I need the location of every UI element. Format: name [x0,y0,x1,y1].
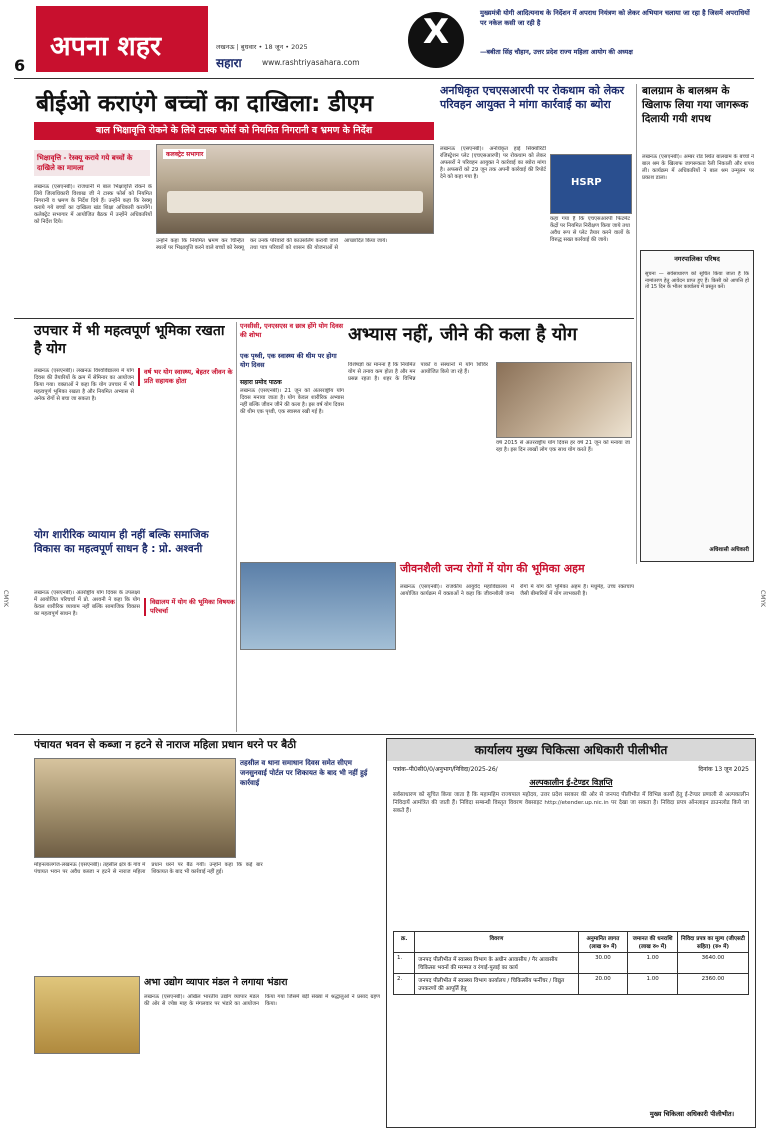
story-practice-body-1: लखनऊ (एसएनबी)। 21 जून को अंतरराष्ट्रीय योग दिवस मनाया जाता है। योग केवल शारीरिक अभ्यास नहीं बल्कि जीवन जीने की कला है। इस वर्ष योग दिवस की थीम एक पृथ्वी, एक स्वास्थ्य रखी गई है। [240,388,344,415]
rule-col-2 [236,322,237,732]
story-beo-photo [156,144,434,234]
story-beo-strap: बाल भिक्षावृत्ति रोकने के लिये टास्क फोर्स को नियमित निगरानी व भ्रमण के निर्देश [34,122,434,140]
story-hsrp-body-2: कहा गया है कि एचएसआरपी फिटमेंट केंद्रों पर नियमित निरीक्षण किया जाये तथा अवैध रूप से प्लेट तैयार करने वालों के विरुद्ध सख्त कार्रवाई की जाये। [550,216,630,243]
section-title-box [36,6,208,72]
story-panchayat-side-box: तहसील व थाना समाधान दिवस समेत सीएम जनसुनवाई पोर्टल पर शिकायत के बाद भी नहीं हुई कार्रवाई [240,759,368,787]
table-row [394,974,749,995]
tender-col-sno: क्र. [394,932,415,953]
story-hsrp-photo [550,154,632,214]
website[interactable]: www.rashtriyasahara.com [262,58,360,67]
rule-mid-1 [14,318,634,319]
story-traders-photo [34,976,140,1054]
table-cell: जनपद पीलीभीत में स्वास्थ्य विभाग कार्यालय / चिकित्सीय फर्नीचर / विद्युत उपकरणों की आपूर्ति हेतु [415,974,578,995]
story-lifestyle-body: लखनऊ (एसएनबी)। राजकीय आयुर्वेद महाविद्यालय में आयोजित कार्यक्रम में वक्ताओं ने कहा कि जीवनशैली जन्य रोगों में योग की भूमिका अहम है। मधुमेह, उच्च रक्तचाप जैसी बीमारियों में योग लाभकारी है। [400,584,634,597]
story-lifestyle-headline: जीवनशैली जन्य रोगों में योग की भूमिका अहम [400,562,585,575]
story-practice-kicker-1: एनसीसी, एनएसएस व छात्र होंगे योग दिवस की शोभा [240,322,344,339]
tender-col-fee: निविदा प्रपत्र का मूल्य (जीएसटी सहित) (रु० में) [677,932,748,953]
section-title: अपना शहर [50,31,162,62]
tender-table [393,931,749,995]
story-practice-headline: अभ्यास नहीं, जीने की कला है योग [348,324,578,345]
story-yoga-role-quote: वर्ष भर योग स्वास्थ्य, बेहतर जीवन के प्रति सहायक होता [138,368,234,386]
public-notice [640,250,754,562]
table-cell: 1. [394,953,415,974]
left-registration-mark: CMYK [2,590,9,607]
story-practice-byline: सहारा प्रमोद पाठक [240,379,282,386]
quote-author: —बबीता सिंह चौहान, उत्तर प्रदेश राज्य महिला आयोग की अध्यक्ष [480,48,633,56]
tender-date: दिनांक 13 जून 2025 [698,766,749,773]
story-hsrp [438,84,632,314]
rule-mid-2 [14,734,754,735]
top-quote: मुख्यमंत्री योगी आदित्यनाथ के निर्देशन में अपराध नियंत्रण को लेकर अभियान चलाया जा रहा है जिसमें अपराधियों पर नकेल कसी जा रही है [480,9,750,27]
story-pledge [640,84,754,244]
x-logo-icon: X [408,12,464,68]
table-cell: 2360.00 [677,974,748,995]
table-cell: 1.00 [628,953,678,974]
table-row [394,953,749,974]
story-yoga-role-headline: उपचार में भी महत्वपूर्ण भूमिका रखता है योग [34,323,225,357]
table-cell: जनपद पीलीभीत में स्वास्थ्य विभाग के अधीन आवासीय / गैर आवासीय चिकित्सा भवनों की मरम्मत व रंगाई-पुताई का कार्य [415,953,578,974]
story-yoga-role-body: लखनऊ (एसएनबी)। लखनऊ विश्वविद्यालय में योग दिवस की तैयारियों के क्रम में सेमिनार का आयोजन किया गया। वक्ताओं ने कहा कि योग उपचार में भी महत्वपूर्ण भूमिका रखता है और नियमित अभ्यास से अनेक रोगों से बचा जा सकता है। [34,368,134,402]
story-beo-body-1: लखनऊ (एसएनबी)। राजधानी में बाल भिक्षावृत्ति रोकने के लिये जिलाधिकारी विशाख जी ने टास्क फोर्स को नियमित निगरानी व भ्रमण के निर्देश दिये हैं। उन्होंने कहा कि रेस्क्यू कराये गये बच्चों का दाखिला खंड शिक्षा अधिकारी करायेंगे। कलेक्ट्रेट सभागार में आयोजित बैठक में उन्होंने अधिकारियों को निर्देश दिये। [34,184,152,225]
tender-title: अल्पकालीन ई-टेण्डर विज्ञप्ति [529,778,613,787]
story-traders-body: लखनऊ (एसएनबी)। अखिल भारतीय उद्योग व्यापार मंडल की ओर से ज्येष्ठ माह के मंगलवार पर भंडारे का आयोजन किया गया जिसमें बड़ी संख्या में श्रद्धालुओं ने प्रसाद ग्रहण किया। [144,994,380,1007]
table-cell: 30.00 [578,953,628,974]
tender-col-description: विवरण [415,932,578,953]
story-yoga-role [34,322,232,522]
masthead [14,6,754,76]
public-notice-title: नगरपालिका परिषद [674,255,720,263]
masthead-rule [14,78,754,79]
story-hsrp-headline: अनधिकृत एचएसआरपी पर रोकथाम को लेकर परिवहन आयुक्त ने मांगा कार्रवाई का ब्योरा [440,84,625,111]
table-cell: 1.00 [628,974,678,995]
tender-col-security: जमानत की धनराशि (लाख रु० में) [628,932,678,953]
story-practice [240,322,634,558]
story-exercise-headline: योग शारीरिक व्यायाम ही नहीं बल्कि समाजिक विकास का महत्वपूर्ण साधन है : प्रो. अश्वनी [34,529,209,555]
right-registration-mark: CMYK [759,590,766,607]
meeting-table-shape [167,191,423,213]
date-line: लखनऊ | बुधवार • 18 जून • 2025 [216,43,308,51]
hsrp-label: HSRP [571,177,602,188]
story-lifestyle [240,562,634,732]
story-practice-photo [496,362,632,438]
tender-table-header-row [394,932,749,953]
story-practice-kicker-2: एक पृथ्वी, एक स्वास्थ्य की थीम पर होगा योग दिवस [240,352,337,369]
tender-office-band: कार्यालय मुख्य चिकित्सा अधिकारी पीलीभीत [387,739,755,761]
story-practice-body-3: वर्ष 2015 से अंतरराष्ट्रीय योग दिवस हर वर्ष 21 जून को मनाया जा रहा है। इस दिन लाखों लोग एक साथ योग करते हैं। [496,440,630,453]
table-cell: 20.00 [578,974,628,995]
story-panchayat-headline: पंचायत भवन से कब्जा न हटने से नाराज महिला प्रधान धरने पर बैठी [34,739,297,751]
story-exercise [34,528,234,728]
public-notice-body: सूचना — सर्वसाधारण को सूचित किया जाता है कि नामांतरण हेतु आवेदन प्राप्त हुए हैं। किसी को आपत्ति हो तो 15 दिन के भीतर कार्यालय में प्रस्तुत करें। [645,271,749,291]
right-col-rule [636,84,637,564]
story-panchayat-photo [34,758,236,858]
tender-signature: मुख्य चिकित्सा अधिकारी पीलीभीत। [649,1110,735,1118]
story-panchayat-body: मोहनलालगंज-लखनऊ (एसएनबी)। तहसील क्षेत्र के गांव में पंचायत भवन पर अवैध कब्जा न हटने से नाराज महिला प्रधान धरने पर बैठ गयीं। उन्होंने कहा कि कई बार शिकायत के बाद भी कार्रवाई नहीं हुई। [34,862,263,875]
story-pledge-headline: बालग्राम के बालश्रम के खिलाफ लिया गया जागरूक दिलायी गयी शपथ [642,85,749,125]
story-lifestyle-photo [240,562,396,650]
story-traders-headline: अभा उद्योग व्यापार मंडल ने लगाया भंडारा [144,977,288,988]
tender-body: सर्वसाधारण को सूचित किया जाता है कि महामहिम राज्यपाल महोदय, उत्तर प्रदेश सरकार की ओर से जनपद पीलीभीत में विभिन्न कार्यों हेतु ई-टेण्डर प्रणाली से अल्पकालीन निविदायें आमंत्रित की जाती हैं। निविदा सम्बन्धी विस्तृत विवरण वेबसाइट http://etender.up.nic.in पर देखा जा सकता है। निविदा प्रपत्र ऑनलाइन डाउनलोड किये जा सकते हैं। [393,792,749,814]
table-cell: 2. [394,974,415,995]
tender-notice [386,738,756,1128]
story-beo [14,84,434,314]
tender-table-wrap [393,931,749,995]
tender-ref: पत्रांक–पी0सी0/0/अनुभाग/निविदा/2025-26/ [393,766,498,773]
page-number: 6 [14,56,26,75]
table-cell: 3640.00 [677,953,748,974]
story-beo-headline: बीईओ कराएंगे बच्चों का दाखिला: डीएम [36,91,374,117]
story-beo-subcaption: भिक्षावृत्ति - रेस्क्यू कराये गये बच्चों के दाखिले का मामला [34,150,150,176]
story-exercise-side-box: विद्यालय में योग की भूमिका विषयक परिचर्चा [144,598,236,616]
story-practice-body-2: विशेषज्ञों का मानना है कि नियमित योग से तनाव कम होता है और मन प्रसन्न रहता है। शहर के विभिन्न पार्कों व संस्थानों में योग शिविर आयोजित किये जा रहे हैं। [348,362,488,382]
photo-caption: कलक्ट्रेट सभागार [163,149,206,159]
tender-col-estimate: अनुमानित लागत (लाख रु० में) [578,932,628,953]
story-beo-body-2: उन्होंने कहा कि नियमित भ्रमण कर चिन्हित स्थलों पर भिक्षावृत्ति करने वाले बच्चों को रेस्क्यू कर उनके परिवारों की काउंसलिंग करायी जाये तथा पात्र परिवारों को शासन की योजनाओं से आच्छादित किया जाये। [156,238,388,251]
story-hsrp-body-1: लखनऊ (एसएनबी)। अनधिकृत हाई सिक्योरिटी रजिस्ट्रेशन प्लेट (एचएसआरपी) पर रोकथाम को लेकर अफसरों ने परिवहन आयुक्त ने कार्रवाई का ब्योरा मांगा है। अफसरों को 29 जून तक अपनी कार्रवाई की रिपोर्ट देने को कहा गया है। [440,146,546,180]
story-pledge-body: लखनऊ (एसएनबी)। अम्बर रोड स्थित बालग्राम के बच्चों ने बाल श्रम के खिलाफ जागरूकता रैली निकाली और शपथ ली। कार्यक्रम में अधिकारियों ने बाल श्रम उन्मूलन पर प्रकाश डाला। [642,154,754,181]
story-traders [34,976,380,1126]
public-notice-signature: अधिशासी अधिकारी [709,547,749,553]
paper-name: सहारा [216,56,242,70]
story-exercise-body: लखनऊ (एसएनबी)। अंतर्राष्ट्रीय योग दिवस के उपलक्ष्य में आयोजित परिचर्चा में प्रो. अश्वनी ने कहा कि योग केवल शारीरिक व्यायाम नहीं बल्कि सामाजिक विकास का महत्वपूर्ण साधन है। [34,590,140,617]
